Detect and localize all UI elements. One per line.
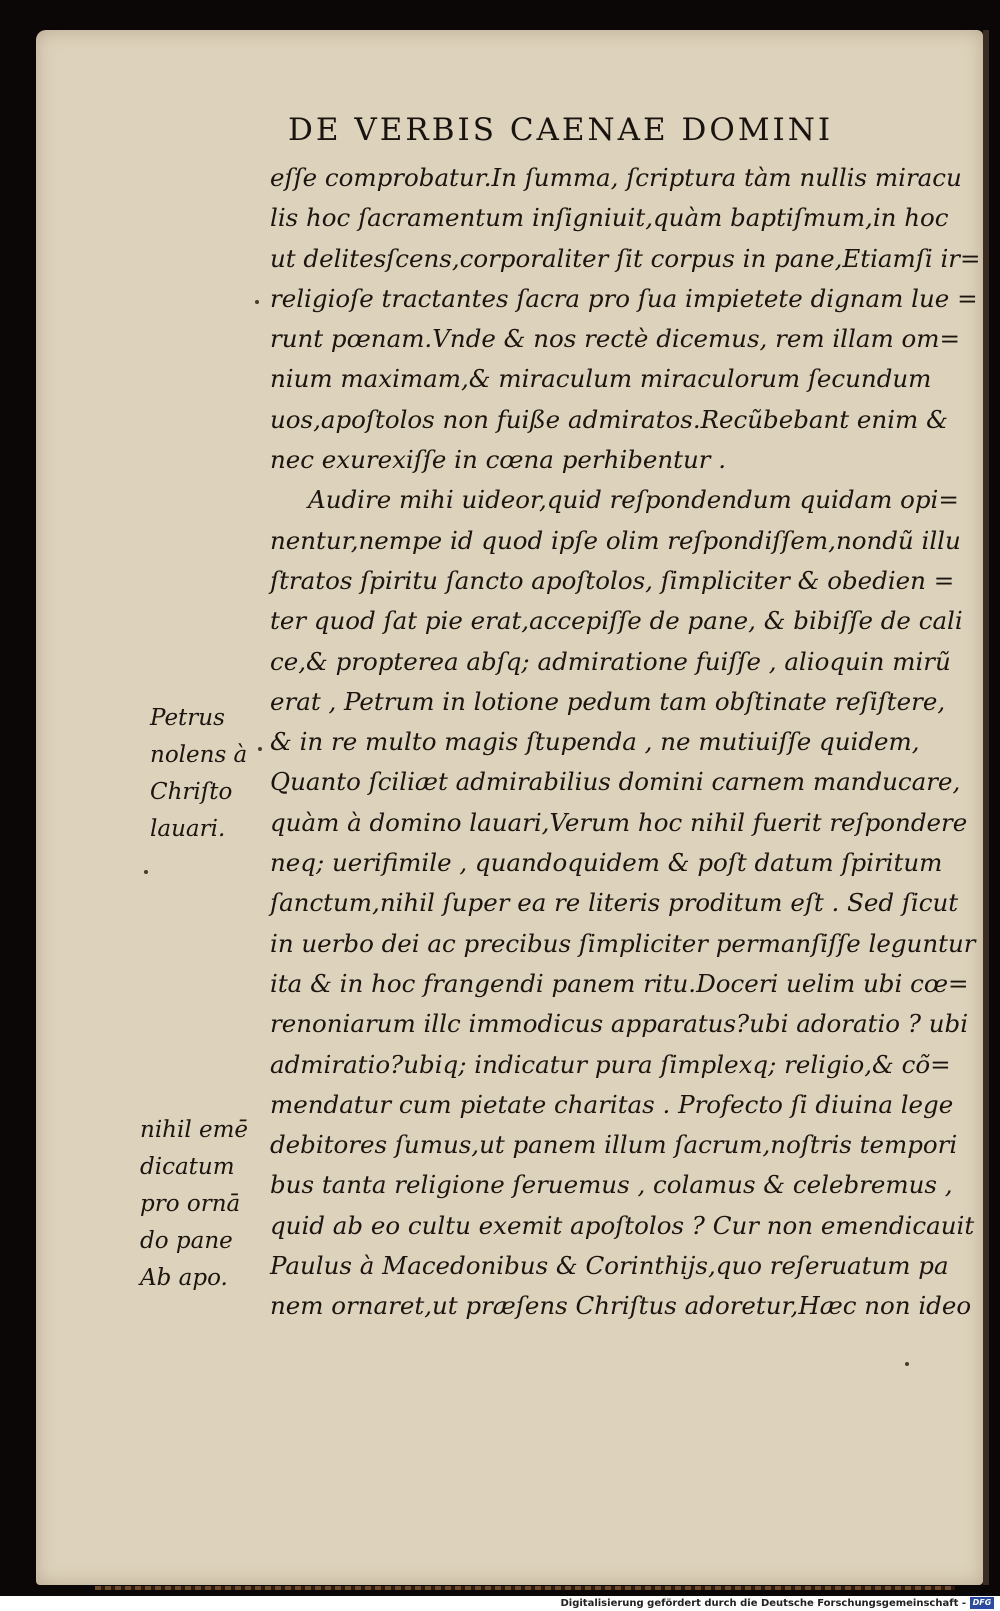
- page-bottom-edge: [95, 1586, 955, 1590]
- body-line: Audire mihi uideor,quid reſpondendum quidam opi=: [308, 485, 959, 515]
- body-line: nentur,nempe id quod ipſe olim reſpondiſſem,nondũ illu: [270, 525, 961, 555]
- body-line: mendatur cum pietate charitas . Profecto ſi diuina lege: [270, 1089, 954, 1119]
- body-line: neq; uerifimile , quandoquidem & poſt datum ſpiritum: [270, 848, 943, 878]
- ink-speck: [258, 747, 262, 751]
- margin-note-line: nolens à: [150, 742, 248, 768]
- body-line: nem ornaret,ut præſens Chriſtus adoretur,Hæc non ideo: [270, 1291, 972, 1321]
- body-line: Quanto ſciliæt admirabilius domini carnem manducare,: [270, 767, 961, 797]
- margin-note-line: lauari.: [150, 816, 226, 842]
- body-text: [270, 158, 981, 1327]
- body-line: erat , Petrum in lotione pedum tam obſtinate reſiſtere,: [270, 686, 946, 716]
- body-line: ut delitesſcens,corporaliter ſit corpus in pane,Etiamſi ir=: [270, 243, 981, 273]
- body-line: & in re multo magis ſtupenda , ne mutiuiſſe quidem,: [270, 727, 920, 757]
- body-line: lis hoc ſacramentum inſigniuit,quàm baptiſmum,in hoc: [270, 203, 949, 233]
- margin-note-nihil: [140, 1112, 265, 1297]
- margin-note-petrus: [150, 700, 275, 848]
- margin-note-line: Petrus: [150, 705, 225, 731]
- dfg-logo: DFG: [970, 1597, 994, 1609]
- body-line: ſtratos ſpiritu ſancto apoſtolos, ſimpliciter & obedien =: [270, 565, 955, 595]
- body-line: debitores ſumus,ut panem illum ſacrum,noſtris tempori: [270, 1130, 958, 1160]
- margin-note-line: nihil emē: [140, 1117, 249, 1143]
- page-edge: [983, 30, 989, 1585]
- ink-speck: [255, 300, 259, 304]
- margin-note-line: do pane: [140, 1228, 233, 1254]
- ink-speck: [144, 870, 148, 874]
- body-line: uos,apoſtolos non fuiße admiratos.Recũbebant enim &: [270, 404, 948, 434]
- body-line: bus tanta religione ſeruemus , colamus & celebremus ,: [270, 1170, 953, 1200]
- margin-note-line: dicatum: [140, 1154, 235, 1180]
- body-line: quàm à domino lauari,Verum hoc nihil fuerit reſpondere: [270, 807, 968, 837]
- body-line: renoniarum illc immodicus apparatus?ubi adoratio ? ubi: [270, 1009, 969, 1039]
- body-line: Paulus à Macedonibus & Corinthijs,quo reſeruatum pa: [270, 1251, 949, 1281]
- body-line: ſanctum,nihil ſuper ea re literis proditum eſt . Sed ſicut: [270, 888, 959, 918]
- body-line: eſſe comprobatur.In ſumma, ſcriptura tàm nullis miracu: [270, 163, 962, 192]
- margin-note-line: pro ornā: [140, 1191, 241, 1217]
- running-head: DE VERBIS CAENAE DOMINI: [288, 112, 834, 148]
- body-line: runt pœnam.Vnde & nos rectè dicemus, rem illam om=: [270, 324, 960, 354]
- ink-speck: [905, 1362, 909, 1366]
- body-line: nium maximam,& miraculum miraculorum ſecundum: [270, 364, 932, 394]
- body-line: nec exurexiſſe in cœna perhibentur .: [270, 445, 727, 475]
- digitization-credit: Digitalisierung gefördert durch die Deutsche Forschungsgemeinschaft -: [560, 1598, 966, 1609]
- body-line: admiratio?ubiq; indicatur pura ſimplexq; religio,& cõ=: [270, 1049, 951, 1079]
- margin-note-line: Chriſto: [150, 779, 233, 805]
- body-line: ter quod ſat pie erat,accepiſſe de pane, & bibiſſe de cali: [270, 606, 963, 636]
- body-line: quid ab eo cultu exemit apoſtolos ? Cur non emendicauit: [270, 1210, 975, 1240]
- body-line: in uerbo dei ac precibus ſimpliciter permanſiſſe leguntur: [270, 928, 976, 958]
- margin-note-line: Ab apo.: [140, 1265, 228, 1291]
- body-line: religioſe tractantes ſacra pro ſua impietete dignam lue =: [270, 283, 978, 313]
- body-line: ce,& propterea abſq; admiratione fuiſſe , alioquin mirũ: [270, 646, 951, 676]
- body-line: ita & in hoc frangendi panem ritu.Doceri uelim ubi cœ=: [270, 968, 969, 998]
